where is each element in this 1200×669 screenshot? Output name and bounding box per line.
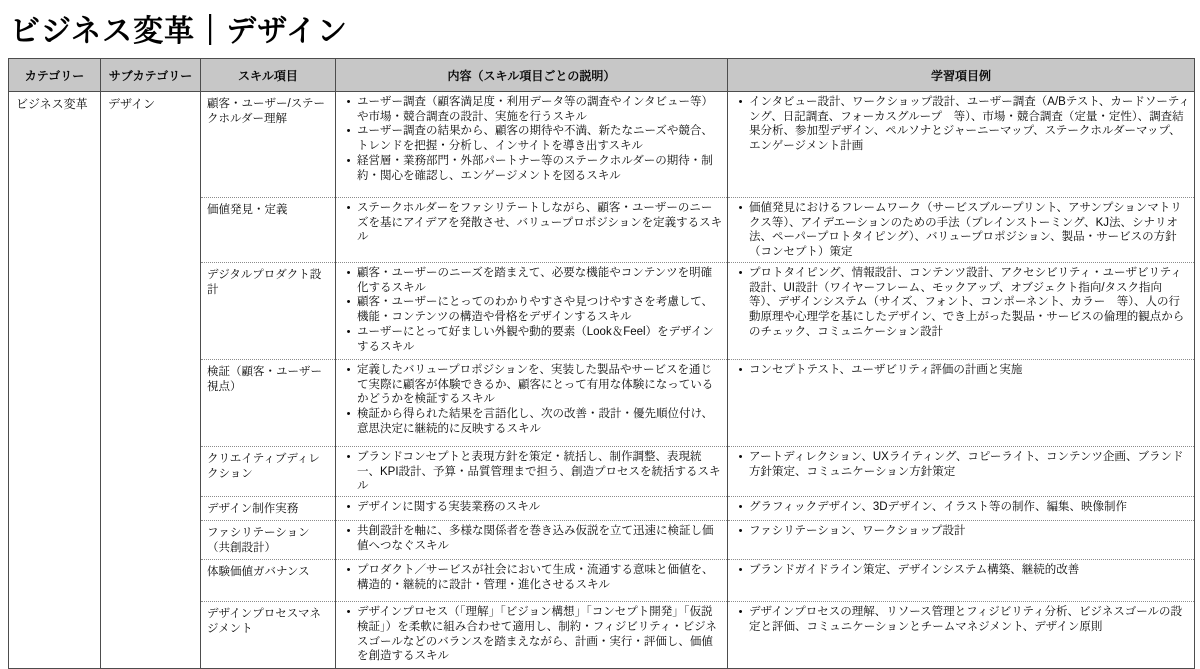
skill-cell: デザイン制作実務 (201, 497, 336, 521)
bullet-item: • ブランドコンセプトと表現方針を策定・統括し、制作調整、表現統一、KPI設計、予算・品質管理まで担う、創造プロセスを統括するスキル (340, 450, 723, 494)
learning-cell (728, 263, 1195, 360)
category-cell: ビジネス変革 (9, 92, 101, 669)
learning-cell (728, 497, 1195, 521)
skill-cell: 顧客・ユーザー/ステークホルダー理解 (201, 92, 336, 198)
table-row (9, 92, 1195, 198)
column-header-learning-examples: 学習項目例 (728, 59, 1195, 92)
skill-cell: 検証（顧客・ユーザー視点） (201, 360, 336, 447)
bullet-item: • インタビュー設計、ワークショップ設計、ユーザー調査（A/Bテスト、カードソーティング、日記調査、フォーカスグループ 等）、市場・競合調査（定量・定性）、調査結果分析、参加型デザイン、ペルソナとジャーニーマップ、ステークホルダーマップ、エンゲージメント計画 (732, 95, 1190, 154)
skill-cell: ファシリテーション（共創設計） (201, 521, 336, 560)
bullet-item: • ユーザー調査（顧客満足度・利用データ等の調査やインタビュー等）や市場・競合調査の設計、実施を行うスキル (340, 95, 723, 124)
bullet-item: • コンセプトテスト、ユーザビリティ評価の計画と実施 (732, 363, 1190, 378)
learning-cell (728, 447, 1195, 497)
bullet-item: • グラフィックデザイン、3Dデザイン、イラスト等の制作、編集、映像制作 (732, 500, 1190, 515)
learning-cell (728, 521, 1195, 560)
skill-cell: 価値発見・定義 (201, 198, 336, 263)
description-cell (336, 360, 728, 447)
skills-table (8, 58, 1195, 669)
page-title: ビジネス変革｜デザイン (10, 15, 348, 48)
bullet-item: • アートディレクション、UXライティング、コピーライト、コンテンツ企画、ブランド方針策定、コミュニケーション方針策定 (732, 450, 1190, 479)
learning-cell (728, 92, 1195, 198)
bullet-item: • ブランドガイドライン策定、デザインシステム構築、継続的改善 (732, 563, 1190, 578)
description-cell (336, 602, 728, 669)
subcategory-cell: デザイン (101, 92, 201, 669)
bullet-item: • 検証から得られた結果を言語化し、次の改善・設計・優先順位付け、意思決定に継続的に反映するスキル (340, 407, 723, 436)
skill-cell: デジタルプロダクト設計 (201, 263, 336, 360)
bullet-item: • ユーザーにとって好ましい外観や動的要素（Look＆Feel）をデザインするスキル (340, 325, 723, 354)
skill-cell: クリエイティブディレクション (201, 447, 336, 497)
bullet-item: • ファシリテーション、ワークショップ設計 (732, 524, 1190, 539)
description-cell (336, 521, 728, 560)
bullet-item: • プロダクト／サービスが社会において生成・流通する意味と価値を、構造的・継続的に設計・管理・進化させるスキル (340, 563, 723, 592)
column-header-subcategory: サブカテゴリー (101, 59, 201, 92)
bullet-item: • 価値発見におけるフレームワーク（サービスブループリント、アサンプションマトリクス等）、アイデエーションのための手法（ブレインストーミング、KJ法、シナリオ法、ペーパープロトタイピング）、バリュープロポジション、製品・サービスの方針（コンセプト）策定 (732, 201, 1190, 260)
description-cell (336, 198, 728, 263)
bullet-item: • デザインプロセス（「理解」「ビジョン構想」「コンセプト開発」「仮説検証」）を柔軟に組み合わせて適用し、制約・フィジビリティ・ビジネスゴールなどのバランスを踏まえながら、計画・実行・評価し、価値を創造するスキル (340, 605, 723, 664)
bullet-item: • プロトタイピング、情報設計、コンテンツ設計、アクセシビリティ・ユーザビリティ設計、UI設計（ワイヤーフレーム、モックアップ、オブジェクト指向/タスク指向 等）、デザインシステム（サイズ、フォント、コンポーネント、カラー 等）、人の行動原理や心理学を基にしたデザイン、でき上がった製品・サービスの倫理的観点からのチェック、コミュニケーション設計 (732, 266, 1190, 340)
description-cell (336, 560, 728, 602)
learning-cell (728, 602, 1195, 669)
bullet-item: • 定義したバリュープロポジションを、実装した製品やサービスを通じて実際に顧客が体験できるか、顧客にとって有用な体験になっているかどうかを検証するスキル (340, 363, 723, 407)
bullet-item: • ステークホルダーをファシリテートしながら、顧客・ユーザーのニーズを基にアイデアを発散させ、バリュープロポジションを定義するスキル (340, 201, 723, 245)
bullet-item: • 共創設計を軸に、多様な関係者を巻き込み仮説を立て迅速に検証し価値へつなぐスキル (340, 524, 723, 553)
skill-cell: 体験価値ガバナンス (201, 560, 336, 602)
description-cell (336, 263, 728, 360)
description-cell (336, 447, 728, 497)
bullet-item: • 顧客・ユーザーにとってのわかりやすさや見つけやすさを考慮して、機能・コンテンツの構造や骨格をデザインするスキル (340, 295, 723, 324)
bullet-item: • デザインプロセスの理解、リソース管理とフィジビリティ分析、ビジネスゴールの設定と評価、コミュニケーションとチームマネジメント、デザイン原則 (732, 605, 1190, 634)
column-header-skill: スキル項目 (201, 59, 336, 92)
description-cell (336, 497, 728, 521)
learning-cell (728, 360, 1195, 447)
description-cell (336, 92, 728, 198)
skill-cell: デザインプロセスマネジメント (201, 602, 336, 669)
column-header-description: 内容（スキル項目ごとの説明） (336, 59, 728, 92)
learning-cell (728, 198, 1195, 263)
bullet-item: • 顧客・ユーザーのニーズを踏まえて、必要な機能やコンテンツを明確化するスキル (340, 266, 723, 295)
bullet-item: • デザインに関する実装業務のスキル (340, 500, 723, 515)
bullet-item: • ユーザー調査の結果から、顧客の期待や不満、新たなニーズや競合、トレンドを把握・分析し、インサイトを導き出すスキル (340, 124, 723, 153)
bullet-item: • 経営層・業務部門・外部パートナー等のステークホルダーの期待・制約・関心を確認し、エンゲージメントを図るスキル (340, 154, 723, 183)
header-row (9, 59, 1195, 92)
column-header-category: カテゴリー (9, 59, 101, 92)
learning-cell (728, 560, 1195, 602)
